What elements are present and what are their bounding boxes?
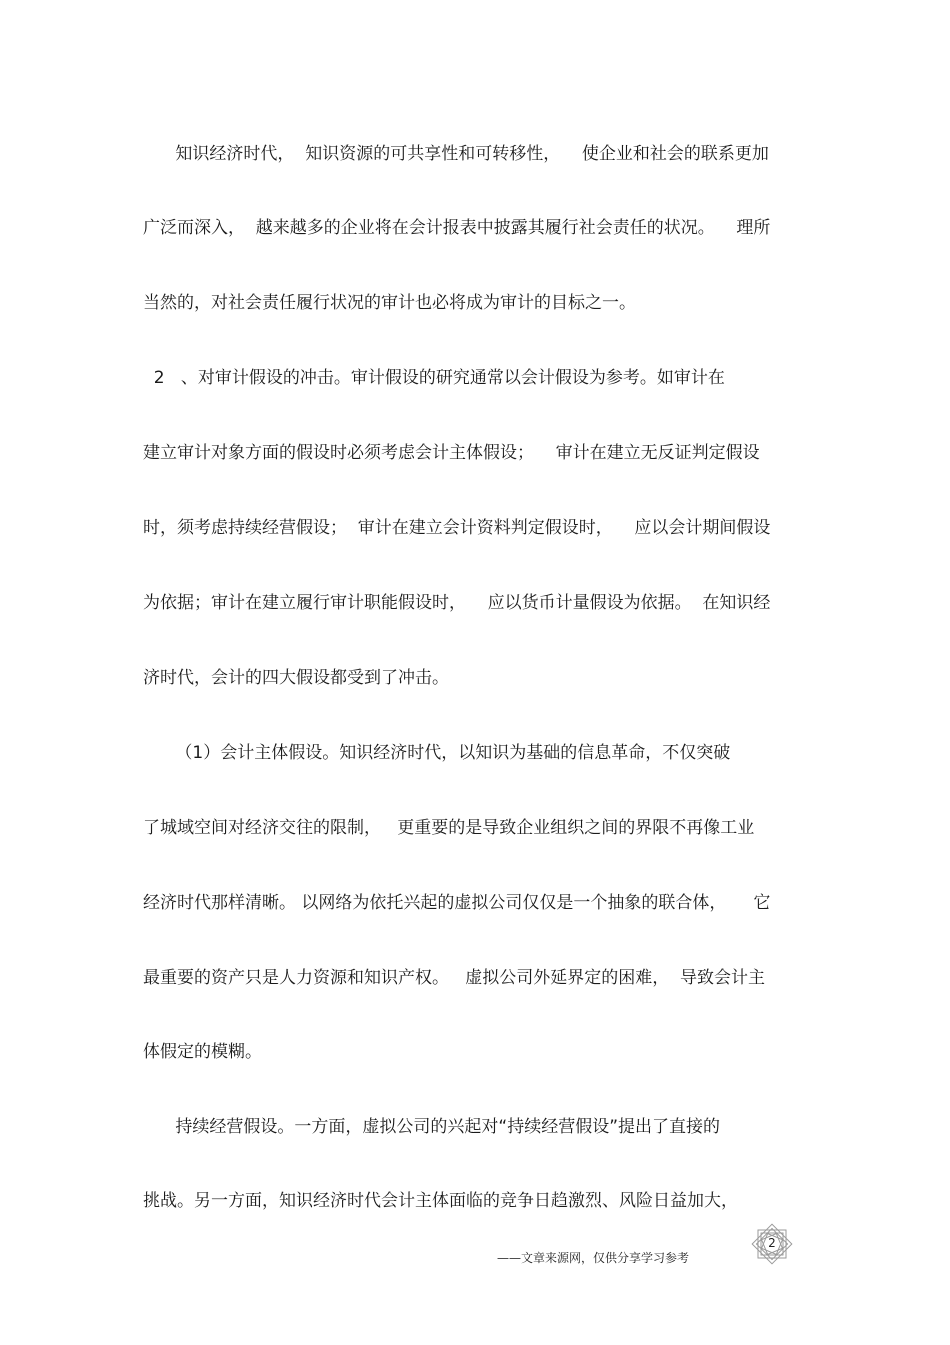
text-line: 时，须考虑持续经营假设； 审计在建立会计资料判定假设时， 应以会计期间假设 xyxy=(143,518,771,538)
text-line: 2 、对审计假设的冲击。审计假设的研究通常以会计假设为参考。如审计在 xyxy=(143,368,725,388)
page-number-badge xyxy=(749,1221,795,1267)
text-line: 了城域空间对经济交往的限制， 更重要的是导致企业组织之间的界限不再像工业 xyxy=(143,818,755,838)
text-line: 知识经济时代， 知识资源的可共享性和可转移性， 使企业和社会的联系更加 xyxy=(143,144,769,164)
text-line: 济时代，会计的四大假设都受到了冲击。 xyxy=(143,668,449,688)
footer-source-note: ——文章来源网，仅供分享学习参考 xyxy=(497,1251,690,1265)
text-line: 体假定的模糊。 xyxy=(143,1042,262,1062)
text-line: 当然的，对社会责任履行状况的审计也必将成为审计的目标之一。 xyxy=(143,293,636,313)
text-line: 持续经营假设。一方面，虚拟公司的兴起对“持续经营假设”提出了直接的 xyxy=(143,1117,721,1137)
text-line: 挑战。另一方面，知识经济时代会计主体面临的竞争日趋激烈、风险日益加大， xyxy=(143,1191,738,1211)
page-number: 2 xyxy=(768,1236,776,1250)
text-line: 最重要的资产只是人力资源和知识产权。 虚拟公司外延界定的困难， 导致会计主 xyxy=(143,968,766,988)
text-line: （1）会计主体假设。知识经济时代，以知识为基础的信息革命，不仅突破 xyxy=(143,743,731,763)
text-line: 为依据；审计在建立履行审计职能假设时， 应以货币计量假设为依据。 在知识经 xyxy=(143,593,771,613)
text-line: 经济时代那样清晰。 以网络为依托兴起的虚拟公司仅仅是一个抽象的联合体， 它 xyxy=(143,893,771,913)
text-line: 广泛而深入， 越来越多的企业将在会计报表中披露其履行社会责任的状况。 理所 xyxy=(143,218,771,238)
text-line: 建立审计对象方面的假设时必须考虑会计主体假设； 审计在建立无反证判定假设 xyxy=(143,443,760,463)
